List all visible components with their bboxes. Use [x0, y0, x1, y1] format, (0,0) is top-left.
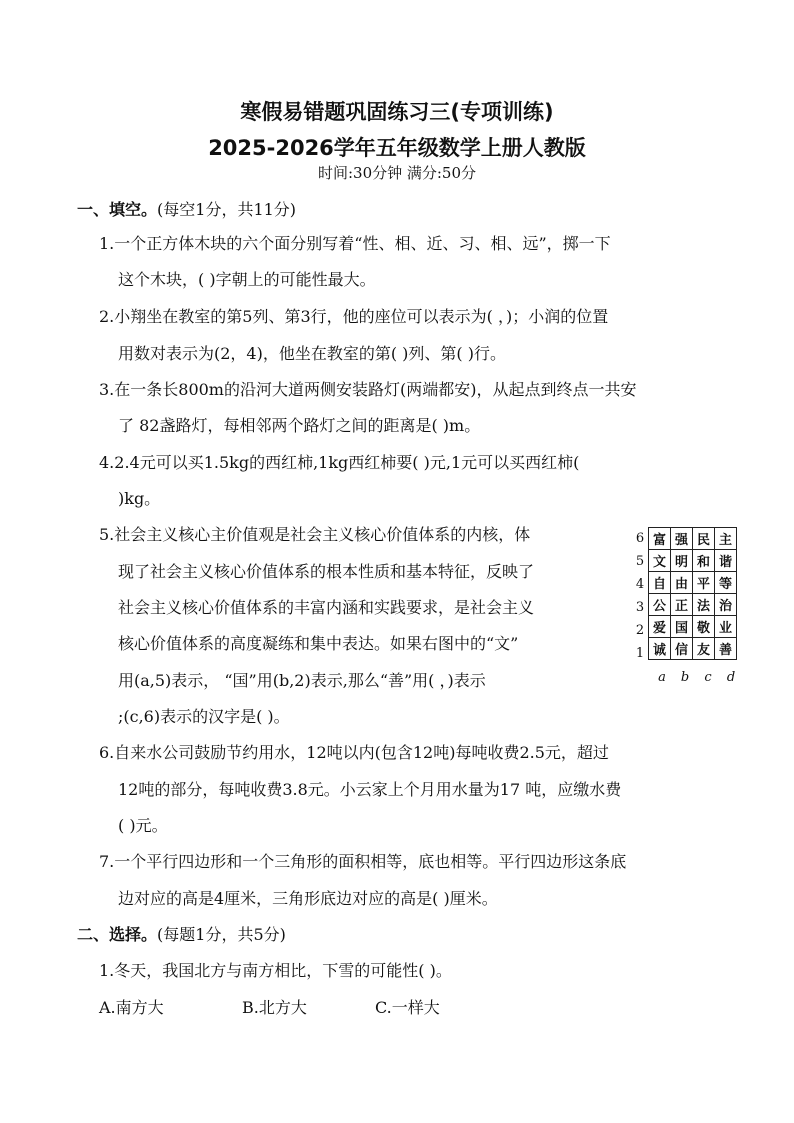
row-label: 3 [635, 600, 645, 615]
grid-row [649, 594, 737, 616]
grid-row [649, 616, 737, 638]
section1-note: (每空1分，共11分) [157, 200, 297, 219]
grid-row [649, 550, 737, 572]
grid-cell: 爱 [649, 616, 671, 638]
grid-cell: 文 [649, 550, 671, 572]
section2-note: (每题1分，共5分) [157, 925, 286, 944]
q5-line2: 现了社会主义核心价值体系的根本性质和基本特征，反映了 [118, 562, 535, 581]
grid-cell: 友 [693, 638, 715, 660]
column-label: c [704, 670, 712, 685]
grid-cell: 和 [693, 550, 715, 572]
grid-cell: 富 [649, 528, 671, 550]
grid-cell: 正 [671, 594, 693, 616]
q1-line1: 1.一个正方体木块的六个面分别写着“性、相、近、习、相、远”，掷一下 [99, 234, 611, 253]
grid-cell: 国 [671, 616, 693, 638]
q5-line6: ;(c,6)表示的汉字是( )。 [118, 707, 290, 726]
row-label: 4 [635, 577, 645, 592]
grid-cell: 信 [671, 638, 693, 660]
grid-cell: 民 [693, 528, 715, 550]
q2-line2: 用数对表示为(2，4)，他坐在教室的第( )列、第( )行。 [118, 344, 506, 363]
q6-line1: 6.自来水公司鼓励节约用水，12吨以内(包含12吨)每吨收费2.5元，超过 [99, 743, 609, 762]
core-values-grid-figure [634, 527, 750, 687]
row-label: 2 [635, 623, 645, 638]
grid-cell: 主 [715, 528, 737, 550]
grid-cell: 等 [715, 572, 737, 594]
grid-cell: 治 [715, 594, 737, 616]
q5-line3: 社会主义核心价值体系的丰富内涵和实践要求，是社会主义 [118, 598, 535, 617]
grid-cell: 诚 [649, 638, 671, 660]
q3-line2: 了 82盏路灯，每相邻两个路灯之间的距离是( )m。 [118, 416, 481, 435]
grid-cell: 强 [671, 528, 693, 550]
q7-line2: 边对应的高是4厘米，三角形底边对应的高是( )厘米。 [118, 889, 498, 908]
q4-line1: 4.2.4元可以买1.5kg的西红柿,1kg西红柿要( )元,1元可以买西红柿( [99, 453, 580, 472]
grid-cell: 由 [671, 572, 693, 594]
q5-line1: 5.社会主义核心主价值观是社会主义核心价值体系的内核，体 [99, 525, 531, 544]
grid-cell: 业 [715, 616, 737, 638]
choice-q1: 1.冬天，我国北方与南方相比，下雪的可能性( )。 [99, 961, 452, 980]
q4-line2: )kg。 [118, 489, 161, 508]
grid-cell: 平 [693, 572, 715, 594]
grid-row [649, 528, 737, 550]
column-label: d [726, 670, 736, 685]
section2-title: 二、选择。 [77, 925, 158, 944]
section1-heading [77, 199, 296, 221]
q3-line1: 3.在一条长800m的沿河大道两侧安装路灯(两端都安)，从起点到终点一共安 [99, 380, 637, 399]
section2-heading [77, 924, 286, 946]
column-label: a [658, 670, 666, 685]
row-label: 1 [635, 646, 645, 661]
character-grid [648, 527, 737, 660]
q5-line5: 用(a,5)表示， “国”用(b,2)表示,那么“善”用( ，)表示 [118, 671, 486, 690]
grid-cell: 善 [715, 638, 737, 660]
grid-row [649, 638, 737, 660]
grid-cell: 自 [649, 572, 671, 594]
grid-row [649, 572, 737, 594]
row-label: 6 [635, 531, 645, 546]
q7-line1: 7.一个平行四边形和一个三角形的面积相等，底也相等。平行四边形这条底 [99, 852, 627, 871]
q6-line3: ( )元。 [118, 816, 168, 835]
q5-line4: 核心价值体系的高度凝练和集中表达。如果右图中的“文” [118, 634, 519, 653]
q1-line2: 这个木块，( )字朝上的可能性最大。 [118, 270, 376, 289]
choice-q1-option-a: A.南方大 [99, 998, 164, 1017]
time-score-info: 时间:30分钟 满分:50分 [317, 164, 477, 182]
document-subtitle: 2025-2026学年五年级数学上册人教版 [208, 136, 586, 160]
row-label: 5 [635, 554, 645, 569]
choice-q1-option-b: B.北方大 [242, 998, 307, 1017]
grid-cell: 敬 [693, 616, 715, 638]
grid-cell: 明 [671, 550, 693, 572]
choice-q1-option-c: C.一样大 [375, 998, 440, 1017]
section1-title: 一、填空。 [77, 200, 158, 219]
column-label: b [680, 670, 690, 685]
q6-line2: 12吨的部分，每吨收费3.8元。小云家上个月用水量为17 吨，应缴水费 [118, 780, 622, 799]
grid-cell: 法 [693, 594, 715, 616]
grid-cell: 公 [649, 594, 671, 616]
document-title: 寒假易错题巩固练习三(专项训练) [240, 100, 554, 124]
grid-cell: 谐 [715, 550, 737, 572]
q2-line1: 2.小翔坐在教室的第5列、第3行，他的座位可以表示为( ，)；小润的位置 [99, 307, 609, 326]
